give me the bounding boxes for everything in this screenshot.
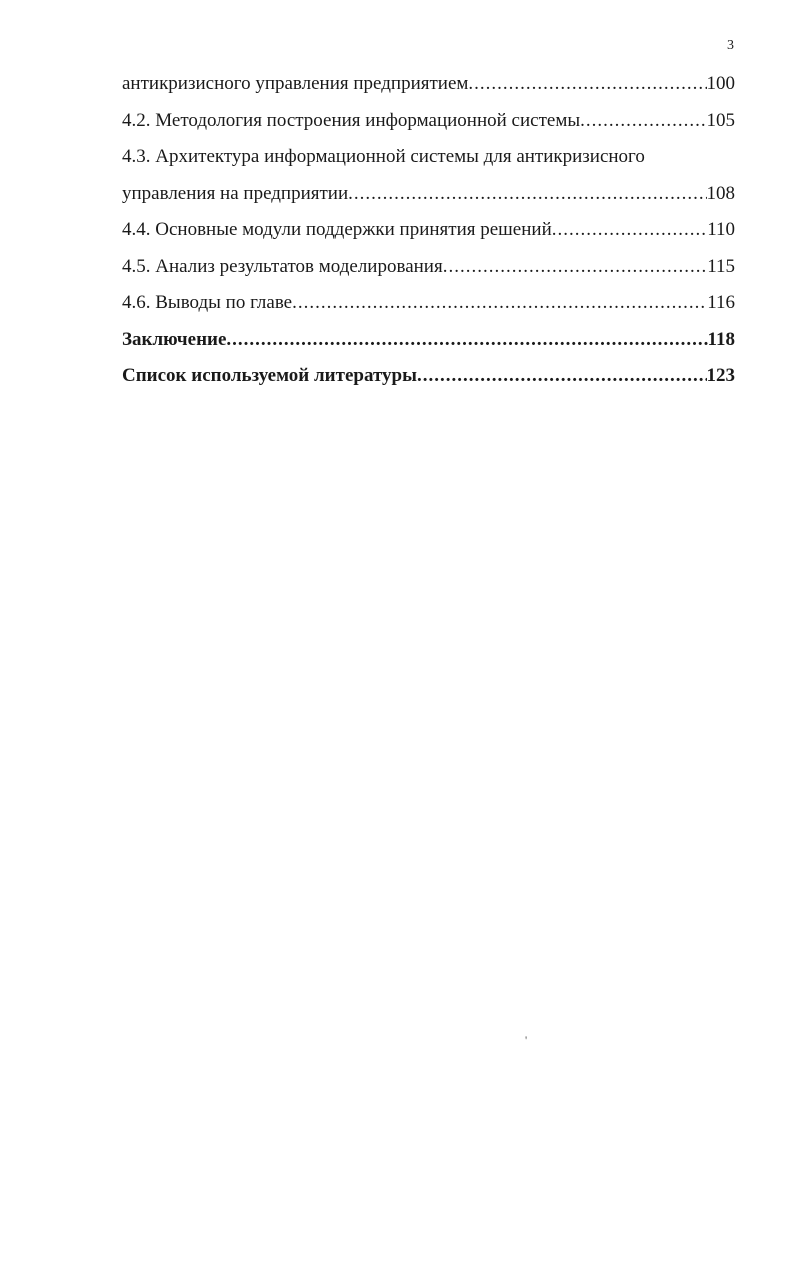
toc-entry-conclusion [122,328,735,365]
toc-entry-page: 108 [706,182,735,204]
scan-mark: ' [525,1033,528,1047]
dot-leader [292,291,707,315]
dot-leader [468,72,706,96]
dot-leader [552,218,707,242]
dot-leader [348,182,706,206]
toc-entry-title: Заключение [122,328,227,350]
toc-entry-page: 123 [706,365,735,386]
toc-entry [122,255,735,292]
toc-entry-title: антикризисного управления предприятием [122,73,469,94]
toc-entry-title: управления на предприятии [122,182,349,204]
toc-entry [122,72,735,109]
toc-entry-bibliography [122,364,735,401]
dot-leader [226,328,707,352]
toc-entry-page: 105 [706,109,735,131]
dot-leader [417,364,707,388]
page-number: 3 [727,38,734,53]
toc-entry [122,109,735,146]
toc-entry-page: 118 [707,328,735,350]
toc-entry-title: 4.6. Выводы по главе [122,292,293,313]
toc-entry-title: 4.5. Анализ результатов моделирования [122,255,443,277]
dot-leader [580,109,706,133]
toc-entry-title: 4.3. Архитектура информационной системы для антикризисного [122,146,645,167]
toc-entry-page: 115 [707,255,735,277]
toc-entry [122,182,735,219]
toc-entry-title: Список используемой литературы [122,365,417,386]
toc-entry-title: 4.4. Основные модули поддержки принятия решений [122,219,552,240]
toc-entry [122,291,735,328]
toc-entry-continued [122,145,735,182]
toc-entry-title: 4.2. Методология построения информационной системы [122,109,581,131]
table-of-contents [122,72,735,401]
dot-leader [443,255,707,279]
toc-entry [122,218,735,255]
toc-entry-page: 110 [707,219,735,240]
toc-entry-page: 116 [707,292,735,313]
toc-entry-page: 100 [706,73,735,94]
